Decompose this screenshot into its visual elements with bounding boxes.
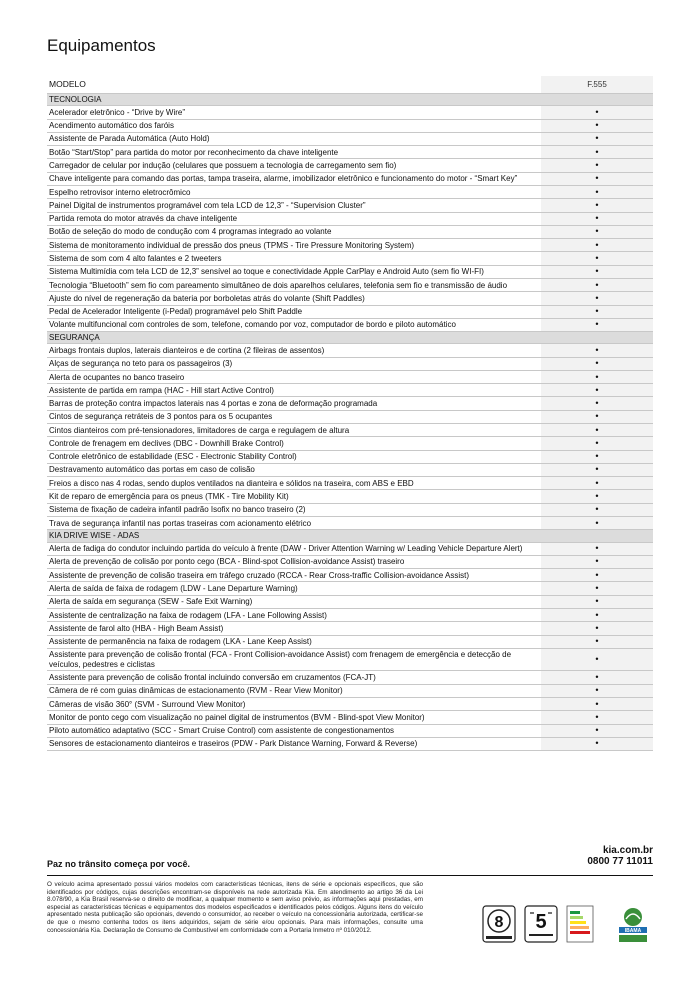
feature-included-mark: • [541,671,653,684]
feature-name: Alerta de ocupantes no banco traseiro [47,370,541,383]
feature-name: Sistema de som com 4 alto falantes e 2 tweeters [47,252,541,265]
table-row [47,711,653,724]
feature-included-mark: • [541,582,653,595]
table-row [47,450,653,463]
feature-name: Botão de seleção do modo de condução com 4 programas integrado ao volante [47,225,541,238]
table-row [47,252,653,265]
table-row [47,146,653,159]
feature-included-mark: • [541,609,653,622]
page-title: Equipamentos [47,36,156,55]
feature-name: Sistema de monitoramento individual de pressão dos pneus (TPMS - Tire Pressure Monitoring System) [47,239,541,252]
feature-name: Cintos dianteiros com pré-tensionadores, limitadores de carga e regulagem de altura [47,424,541,437]
table-row [47,305,653,318]
feature-included-mark: • [541,305,653,318]
feature-name: Assistente de Parada Automática (Auto Hold) [47,132,541,145]
equipment-table [47,76,653,751]
table-header-row [47,76,653,93]
ibama-logo-icon [616,905,650,945]
section-title: SEGURANÇA [47,332,541,344]
table-row [47,318,653,331]
table-row [47,292,653,305]
feature-included-mark: • [541,424,653,437]
feature-included-mark: • [541,119,653,132]
feature-name: Destravamento automático das portas em caso de colisão [47,463,541,476]
table-row [47,737,653,750]
stars-count: 5 [535,911,547,933]
table-row [47,424,653,437]
feature-included-mark: • [541,239,653,252]
feature-included-mark: • [541,318,653,331]
feature-included-mark: • [541,397,653,410]
table-row [47,172,653,185]
feature-name: Volante multifuncional com controles de som, telefone, comando por voz, computador de bordo e piloto automático [47,318,541,331]
table-row [47,185,653,198]
website-link[interactable]: kia.com.br [602,845,653,856]
table-row [47,239,653,252]
table-row [47,199,653,212]
ibama-label: IBAMA [624,928,642,934]
feature-name: Sensores de estacionamento dianteiros e traseiros (PDW - Park Distance Warning, Forward & Reverse) [47,737,541,750]
feature-name: Alerta de saída em segurança (SEW - Safe Exit Warning) [47,595,541,608]
feature-name: Airbags frontais duplos, laterais dianteiros e de cortina (2 fileiras de assentos) [47,344,541,357]
footer-divider [47,875,653,876]
feature-included-mark: • [541,265,653,278]
feature-name: Assistente para prevenção de colisão frontal (FCA - Front Collision-avoidance Assist) com frenagem de emergência e detecção de veículos, pedestres e ciclistas [47,648,541,671]
feature-included-mark: • [541,212,653,225]
table-row [47,582,653,595]
feature-included-mark: • [541,737,653,750]
table-row [47,278,653,291]
feature-name: Assistente de partida em rampa (HAC - Hill start Active Control) [47,384,541,397]
table-row [47,463,653,476]
table-row [47,225,653,238]
table-row [47,684,653,697]
feature-included-mark: • [541,503,653,516]
feature-included-mark: • [541,542,653,555]
feature-name: Assistente de prevenção de colisão traseira em tráfego cruzado (RCCA - Rear Cross-traffic Collision-avoidance Assist) [47,569,541,582]
feature-included-mark: • [541,172,653,185]
table-row [47,724,653,737]
section-row [47,530,653,542]
feature-included-mark: • [541,252,653,265]
feature-included-mark: • [541,569,653,582]
feature-included-mark: • [541,146,653,159]
table-row [47,344,653,357]
feature-name: Assistente de centralização na faixa de rodagem (LFA - Lane Following Assist) [47,609,541,622]
feature-name: Trava de segurança infantil nas portas traseiras com acionamento elétrico [47,517,541,530]
feature-name: Acelerador eletrônico - “Drive by Wire” [47,106,541,119]
table-row [47,555,653,568]
table-row [47,648,653,671]
feature-name: Sistema de fixação de cadeira infantil padrão Isofix no banco traseiro (2) [47,503,541,516]
feature-included-mark: • [541,106,653,119]
table-row [47,569,653,582]
section-title: TECNOLOGIA [47,93,541,105]
contact-info [587,845,653,867]
feature-included-mark: • [541,437,653,450]
feature-name: Painel Digital de instrumentos programável com tela LCD de 12,3” - “Supervision Cluster” [47,199,541,212]
feature-name: Assistente de farol alto (HBA - High Beam Assist) [47,622,541,635]
feature-included-mark: • [541,185,653,198]
feature-name: Piloto automático adaptativo (SCC - Smart Cruise Control) com assistente de congestionamentos [47,724,541,737]
feature-name: Acendimento automático dos faróis [47,119,541,132]
feature-name: Alerta de fadiga do condutor incluindo partida do veículo à frente (DAW - Driver Attention Warning w/ Leading Vehicle Departure Alert) [47,542,541,555]
feature-included-mark: • [541,384,653,397]
table-row [47,437,653,450]
feature-name: Câmera de ré com guias dinâmicas de estacionamento (RVM - Rear View Monitor) [47,684,541,697]
feature-name: Controle eletrônico de estabilidade (ESC - Electronic Stability Control) [47,450,541,463]
feature-included-mark: • [541,648,653,671]
table-row [47,265,653,278]
feature-included-mark: • [541,697,653,710]
feature-included-mark: • [541,463,653,476]
feature-included-mark: • [541,199,653,212]
table-row [47,384,653,397]
feature-included-mark: • [541,410,653,423]
feature-included-mark: • [541,477,653,490]
feature-name: Sistema Multimídia com tela LCD de 12,3” sensível ao toque e conectividade Apple CarPlay e Android Auto (sem fio WI-FI) [47,265,541,278]
warranty-years: 8 [494,914,504,931]
energy-label-icon [566,905,594,943]
feature-included-mark: • [541,622,653,635]
feature-name: Chave inteligente para comando das portas, tampa traseira, alarme, imobilizador eletrônico e funcionamento do motor - “Smart Key” [47,172,541,185]
feature-included-mark: • [541,711,653,724]
table-row [47,410,653,423]
feature-included-mark: • [541,278,653,291]
feature-included-mark: • [541,344,653,357]
section-row [47,93,653,105]
table-row [47,159,653,172]
feature-included-mark: • [541,450,653,463]
table-row [47,635,653,648]
section-value-cell [541,93,653,105]
feature-included-mark: • [541,635,653,648]
section-value-cell [541,530,653,542]
feature-included-mark: • [541,555,653,568]
feature-included-mark: • [541,595,653,608]
feature-name: Controle de frenagem em declives (DBC - Downhill Brake Control) [47,437,541,450]
table-row [47,370,653,383]
feature-included-mark: • [541,225,653,238]
table-row [47,503,653,516]
feature-name: Monitor de ponto cego com visualização no painel digital de instrumentos (BVM - Blind-spot View Monitor) [47,711,541,724]
feature-name: Ajuste do nível de regeneração da bateria por borboletas atrás do volante (Shift Paddles) [47,292,541,305]
feature-name: Freios a disco nas 4 rodas, sendo duplos ventilados na dianteira e sólidos na traseira, com ABS e EBD [47,477,541,490]
feature-name: Kit de reparo de emergência para os pneus (TMK - Tire Mobility Kit) [47,490,541,503]
feature-name: Botão “Start/Stop” para partida do motor por reconhecimento da chave inteligente [47,146,541,159]
feature-included-mark: • [541,132,653,145]
table-row [47,671,653,684]
table-row [47,357,653,370]
section-value-cell [541,332,653,344]
table-row [47,477,653,490]
feature-name: Barras de proteção contra impactos laterais nas 4 portas e zona de deformação programada [47,397,541,410]
feature-name: Partida remota do motor através da chave inteligente [47,212,541,225]
feature-name: Espelho retrovisor interno eletrocrômico [47,185,541,198]
feature-included-mark: • [541,292,653,305]
feature-name: Carregador de celular por indução (celulares que possuem a tecnologia de carregamento sem fio) [47,159,541,172]
feature-included-mark: • [541,724,653,737]
feature-name: Pedal de Acelerador Inteligente (i-Pedal) programável pelo Shift Paddle [47,305,541,318]
table-row [47,397,653,410]
feature-name: Assistente para prevenção de colisão frontal incluindo conversão em cruzamentos (FCA-JT) [47,671,541,684]
warranty-badge-icon [482,905,516,943]
feature-name: Alças de segurança no teto para os passageiros (3) [47,357,541,370]
safety-stars-badge-icon [524,905,558,943]
feature-included-mark: • [541,370,653,383]
slogan: Paz no trânsito começa por você. [47,859,191,869]
table-row [47,212,653,225]
section-title: KIA DRIVE WISE - ADAS [47,530,541,542]
phone-number: 0800 77 11011 [587,856,653,867]
certification-badges [478,905,653,945]
header-label: MODELO [47,76,541,93]
feature-name: Alerta de prevenção de colisão por ponto cego (BCA - Blind-spot Collision-avoidance Assist) traseiro [47,555,541,568]
disclaimer-text: O veículo acima apresentado possui vários modelos com características técnicas, itens de série e opcionais específicos, que são identificados por códigos, cujas descrições encontram-se disponíveis na rede autorizada Kia. Em atendimento ao artigo 36 da Lei 8.078/90, a Kia Brasil reserva-se o direito de modificar, a qualquer momento e sem aviso prévio, as informações aqui prestadas, em especial as características técnicas e equipamentos dos modelos especificados e identificados pelos códigos. Alguns itens do veículo apresentado nesta publicação são opcionais, devendo o consumidor, ao receber o veículo na concessionária autorizada, certificar-se de que o mesmo contenha todos os itens adquiridos, sejam de série e/ou opcionais. Para mais informações, consulte uma concessionária Kia. Declaração de Consumo de Combustível em conformidade com a Portaria Inmetro nº 010/2012. [47,881,423,934]
feature-included-mark: • [541,517,653,530]
feature-name: Cintos de segurança retráteis de 3 pontos para os 5 ocupantes [47,410,541,423]
table-row [47,517,653,530]
table-row [47,132,653,145]
table-row [47,542,653,555]
model-header: F.555 [541,76,653,93]
table-row [47,490,653,503]
table-row [47,106,653,119]
section-row [47,332,653,344]
feature-included-mark: • [541,159,653,172]
feature-included-mark: • [541,490,653,503]
table-row [47,622,653,635]
feature-name: Assistente de permanência na faixa de rodagem (LKA - Lane Keep Assist) [47,635,541,648]
table-row [47,595,653,608]
table-row [47,697,653,710]
feature-name: Tecnologia “Bluetooth” sem fio com pareamento simultâneo de dois aparelhos celulares, telefonia sem fio e transmissão de áudio [47,278,541,291]
table-row [47,609,653,622]
feature-name: Câmeras de visão 360° (SVM - Surround View Monitor) [47,697,541,710]
table-row [47,119,653,132]
feature-name: Alerta de saída de faixa de rodagem (LDW - Lane Departure Warning) [47,582,541,595]
feature-included-mark: • [541,357,653,370]
feature-included-mark: • [541,684,653,697]
